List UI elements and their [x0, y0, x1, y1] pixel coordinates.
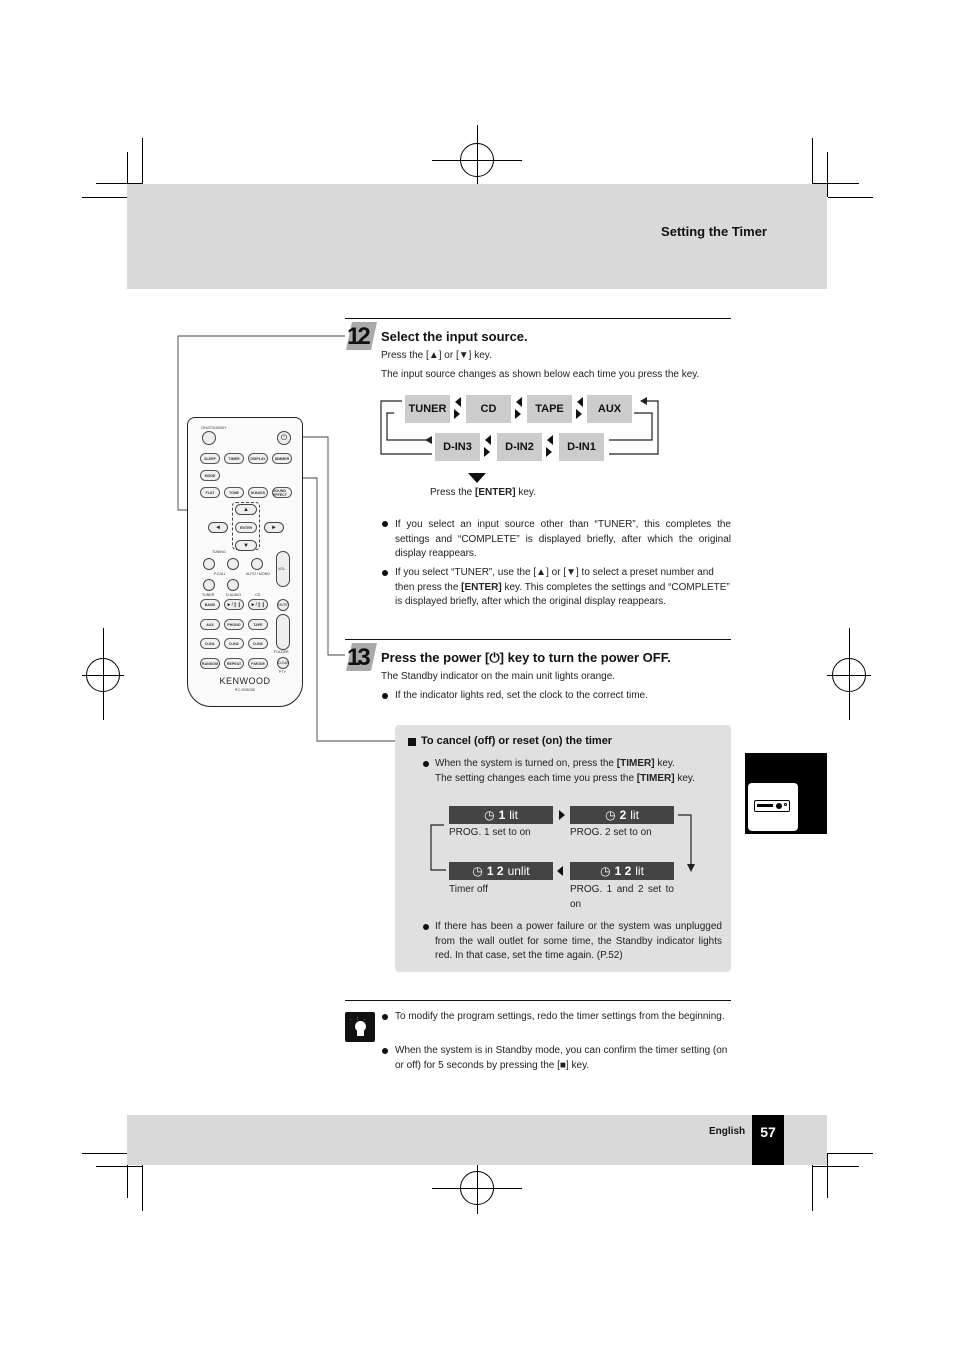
timer-state-status: lit — [635, 864, 644, 878]
remote-button[interactable]: BAND — [200, 599, 220, 610]
enter-instruction-text: Press the — [430, 487, 476, 498]
bullet-icon — [382, 1014, 388, 1020]
cancel-bullet2: If there has been a power failure or the system was unplugged from the wall outlet for some time, the Standby indicator lights red. In that case, set the time again. (P.52) — [435, 921, 722, 961]
timer-state-caption: PROG. 1 set to on — [449, 827, 531, 838]
page-number: 57 — [752, 1115, 784, 1165]
footer-language: English — [709, 1126, 746, 1137]
remote-button[interactable]: M.BASS — [248, 487, 268, 498]
step13-description: The Standby indicator on the main unit lights orange. — [381, 671, 616, 682]
remote-button[interactable]: FLAT — [200, 487, 220, 498]
source-tuner: TUNER — [405, 395, 450, 423]
remote-cd-play-pause-button[interactable]: ►/❙❙ — [248, 599, 268, 610]
remote-power-button[interactable]: ⏻ — [277, 431, 291, 445]
enter-key-label: [ENTER] — [461, 581, 502, 593]
clock-icon: ◷ — [605, 808, 616, 822]
cancel-bullet1-text: The setting changes each time you press the — [435, 772, 637, 784]
down-arrow-icon: ▼ — [458, 350, 469, 361]
remote-button[interactable]: AUX — [200, 619, 220, 630]
bullet-icon — [423, 924, 429, 930]
timer-state-off — [449, 862, 553, 880]
timer-state-number: 1 2 — [486, 864, 504, 878]
timer-state-number: 2 — [619, 808, 627, 822]
remote-button[interactable]: D-IN3 — [248, 638, 268, 649]
timer-state-status: lit — [509, 808, 518, 822]
timer-state-number: 1 2 — [614, 864, 632, 878]
step12-title: Select the input source. — [381, 329, 528, 344]
tip2-text: ] key. — [565, 1059, 590, 1071]
remote-label: P.CALL — [214, 572, 226, 576]
clock-icon: ◷ — [600, 864, 611, 878]
bullet-icon — [382, 1048, 388, 1054]
timer-state-caption: PROG. 1 and 2 set to on — [570, 884, 674, 910]
remote-button[interactable]: MODE — [200, 470, 220, 481]
remote-down-button[interactable]: ▼ — [235, 540, 257, 551]
remote-up-button[interactable]: ▲ — [235, 504, 257, 515]
source-tape: TAPE — [527, 395, 572, 423]
timer-state-number: 1 — [498, 808, 506, 822]
remote-label: PTY — [279, 670, 286, 674]
remote-top-label: ON/STANDBY — [201, 425, 227, 430]
remote-button[interactable]: SLEEP — [200, 453, 220, 464]
tip2-text: When the system is in Standby mode, you can confirm the timer setting (on or off) for 5 seconds by pressing the [ — [395, 1045, 728, 1071]
stop-icon: ■ — [559, 1059, 566, 1071]
timer-state-status: lit — [630, 808, 639, 822]
timer-state-caption: Timer off — [449, 884, 488, 895]
tip2 — [395, 1044, 731, 1073]
remote-button[interactable]: DIMMER — [272, 453, 292, 464]
remote-label: D.AUDIO — [226, 593, 241, 597]
enter-instruction-text: key. — [515, 487, 536, 498]
arrow-right-icon — [559, 810, 565, 820]
remote-clear-button[interactable]: CLEAR — [277, 657, 289, 669]
remote-button[interactable]: D-IN1 — [200, 638, 220, 649]
cancel-bullet1-text: key. — [654, 758, 675, 769]
enter-key-label: [ENTER] — [475, 487, 516, 498]
remote-enter-button[interactable]: ENTER — [235, 522, 257, 533]
remote-brand-logo: KENWOOD — [219, 676, 271, 686]
timer-state-both — [570, 862, 674, 880]
remote-button[interactable]: TONE — [224, 487, 244, 498]
remote-button[interactable]: RANDOM — [200, 658, 220, 669]
step12-bullet2-text: ] to select a preset number and then press the — [395, 567, 714, 593]
step12-instruction-text: Press the [ — [381, 350, 429, 361]
power-icon: ⏻ — [489, 650, 500, 665]
remote-mute-button[interactable]: MUTE — [277, 599, 289, 611]
timer-key-label: [TIMER] — [616, 758, 655, 769]
remote-play-pause-button[interactable]: ►/❙❙ — [224, 599, 244, 610]
step13-bullet1: If the indicator lights red, set the clock to the correct time. — [395, 690, 648, 701]
step12-instruction-text: ] or [ — [438, 350, 459, 361]
tips-rule — [345, 1000, 731, 1001]
lightbulb-icon: . : . — [345, 1012, 375, 1042]
tip1: To modify the program settings, redo the timer settings from the beginning. — [395, 1011, 725, 1022]
step13-title-text: ] key to turn the power OFF. — [499, 650, 671, 665]
clock-icon: ◷ — [484, 808, 495, 822]
source-din3: D-IN3 — [435, 433, 480, 461]
step12-instruction-text: ] key. — [468, 350, 492, 361]
timer-state-prog2 — [570, 806, 674, 824]
step12-description: The input source changes as shown below each time you press the key. — [381, 369, 700, 380]
step12-bullet1: If you select an input source other than “TUNER”, this completes the settings and “COMPLETE” is displayed briefly, after which the original display reappears. — [395, 519, 731, 559]
cancel-bullet1-text: When the system is turned on, press the — [435, 758, 617, 769]
step13-number: 13 — [347, 644, 368, 671]
step12-bullet2-text: key. This completes the settings and “COMPLETE” is displayed briefly, after which the original display reappears. — [395, 581, 730, 607]
remote-model: RC-R0805E — [234, 688, 256, 692]
remote-button[interactable]: SOUND EFFECT — [272, 487, 292, 498]
source-cd: CD — [466, 395, 511, 423]
source-aux: AUX — [587, 395, 632, 423]
remote-button[interactable]: TAPE — [248, 619, 268, 630]
arrow-left-icon — [557, 866, 563, 876]
remote-left-button[interactable]: ◄ — [208, 522, 228, 533]
remote-button[interactable]: D-IN2 — [224, 638, 244, 649]
remote-label: AUTO / MONO — [246, 572, 271, 576]
remote-label: FOLDER — [274, 650, 289, 654]
step13-title-text: Press the power [ — [381, 650, 490, 665]
step12-bullet2-text: If you select “TUNER”, use the [ — [395, 567, 537, 578]
remote-label: TUNING — [212, 550, 226, 554]
timer-state-status: unlit — [507, 864, 530, 878]
step12-bullet2-text: ] or [ — [546, 567, 567, 578]
source-din1: D-IN1 — [559, 433, 604, 461]
remote-button[interactable]: REPEAT — [224, 658, 244, 669]
remote-button[interactable]: PHONO — [224, 619, 244, 630]
up-arrow-icon: ▲ — [536, 567, 547, 578]
up-arrow-icon: ▲ — [428, 350, 439, 361]
clock-icon: ◷ — [472, 864, 483, 878]
remote-timer-button[interactable]: TIMER — [224, 453, 244, 464]
source-din2: D-IN2 — [497, 433, 542, 461]
remote-right-button[interactable]: ► — [264, 522, 284, 533]
remote-label: VOL — [278, 567, 286, 571]
section-title: Setting the Timer — [661, 224, 767, 239]
timer-state-caption: PROG. 2 set to on — [570, 827, 652, 838]
remote-button[interactable]: DISPLAY — [248, 453, 268, 464]
cancel-bullet1-text: key. — [674, 772, 695, 784]
timer-state-prog1 — [449, 806, 553, 824]
timer-key-label: [TIMER] — [636, 772, 675, 784]
down-arrow-icon: ▼ — [566, 567, 576, 578]
remote-button[interactable]: P.MODE — [248, 658, 268, 669]
step12-number: 12 — [347, 323, 368, 350]
remote-label: CD — [255, 593, 261, 597]
remote-label: TUNER — [202, 593, 215, 597]
cancel-heading: To cancel (off) or reset (on) the timer — [421, 735, 613, 747]
